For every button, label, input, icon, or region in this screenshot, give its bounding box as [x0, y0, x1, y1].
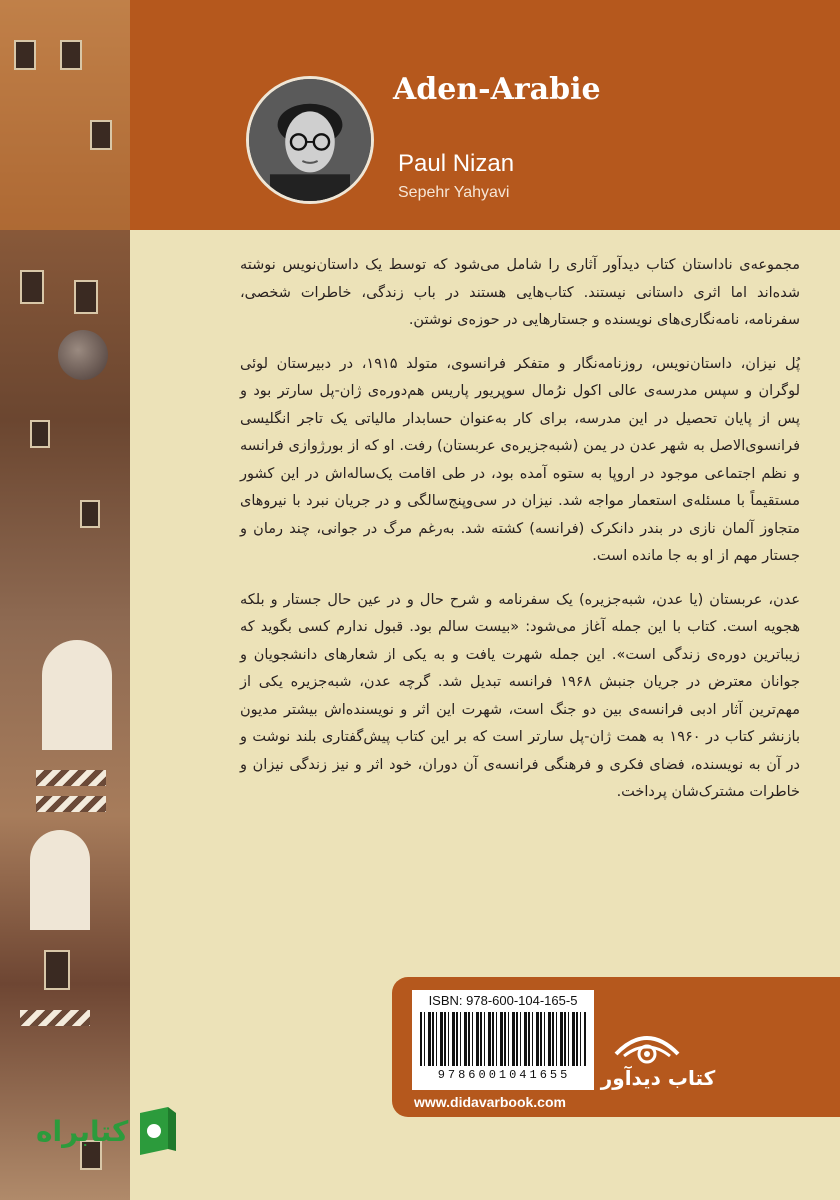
eye-logo-icon: [612, 1026, 682, 1066]
portrait-illustration: [249, 79, 371, 201]
zigzag-ornament: [20, 1010, 90, 1026]
building-window: [14, 40, 36, 70]
barcode-bars: [420, 1012, 586, 1066]
author-portrait: [246, 76, 374, 204]
ketabrah-logo-icon: [134, 1105, 182, 1157]
publisher-name: کتاب دیدآور: [600, 1066, 716, 1090]
building-window: [74, 280, 98, 314]
description-paragraph: مجموعه‌ی ناداستان کتاب دیدآور آثاری را شامل می‌شود که توسط یک داستان‌نویس نوشته شده‌اند اما اثری داستانی نیستند. کتاب‌هایی هستند در باب زندگی، خاطرات شخصی، سفرنامه، نامه‌نگاری‌های نویسنده و جستارهایی در حوزه‌ی نوشتن.: [240, 257, 800, 328]
ketabrah-wordmark: کتابراه: [36, 1114, 129, 1148]
photo-tone-overlay: [0, 0, 130, 230]
zigzag-ornament: [36, 770, 106, 786]
description-paragraph: عدن، عربستان (یا عدن، شبه‌جزیره) یک سفرنامه و شرح حال و در عین حال جستار و بلکه هجویه است. کتاب با این جمله آغاز می‌شود: «بیست سالم بود. قبول ندارم کسی بگوید که زیباترین دوره‌ی زندگی است». این جمله شهرت یافت و به یکی از شعارهای دانشجویان و جوانان معترض در جریان جنبش ۱۹۶۸ فرانسه تبدیل شد. گرچه عدن، شبه‌جزیره یکی از مهم‌ترین آثار ادبی فرانسه‌ی بین دو جنگ است، شهرت این اثر و نویسنده‌اش بیشتر مدیون بازنشر کتاب در ۱۹۶۰ به همت ژان-پل سارتر است که بر این کتاب پیش‌گفتاری بلند نوشت و در آن به نویسنده، فضای فکری و فرهنگی فرانسه‌ی آن دوران، خود اثر و نیز زندگی نیزان و خاطرات مشترک‌شان پرداخت.: [240, 591, 800, 800]
cover-photo-strip: [0, 0, 130, 1200]
building-window: [20, 270, 44, 304]
building-arch: [30, 830, 90, 930]
book-title: Aden-Arabie: [393, 72, 601, 107]
ketabrah-badge: [36, 1105, 182, 1157]
building-arch: [42, 640, 112, 750]
zigzag-ornament: [36, 796, 106, 812]
building-window: [80, 500, 100, 528]
building-window: [90, 120, 112, 150]
building-window: [44, 950, 70, 990]
building-window: [30, 420, 50, 448]
description-paragraph: پُل نیزان، داستان‌نویس، روزنامه‌نگار و متفکر فرانسوی، متولد ۱۹۱۵، در دبیرستان لوئی لوگران و سپس مدرسه‌ی عالی اکول نرُمال سوپریور پاریس هم‌دوره‌ی ژان-پل سارتر بود و پس از پایان تحصیل در این مدرسه، برای کار به‌عنوان حسابدار مالیاتی یک تاجر انگلیسی فرانسوی‌الاصل به شهر عدن در یمن (شبه‌جزیره‌ی عربستان) رفت. او که از بورژوازی فرانسه و نظم اجتماعی موجود در اروپا به ستوه آمده بود، در طی اقامت یک‌ساله‌اش در این کشور مستقیماً با مسئله‌ی استعمار مواجه شد. نیزان در سی‌وپنج‌سالگی و در جریان نبرد با نیروهای متجاوز آلمان نازی در بندر دانکرک (فرانسه) کشته شد. به‌رغم مرگ در جوانی، چند رمان و جستار مهم از او به جا مانده است.: [240, 355, 800, 564]
translator-name: Sepehr Yahyavi: [398, 184, 510, 201]
author-name: Paul Nizan: [398, 150, 515, 177]
barcode: [412, 990, 594, 1090]
isbn-label: ISBN: 978-600-104-165-5: [428, 993, 578, 1008]
description-text: [240, 252, 800, 823]
satellite-dish: [58, 330, 108, 380]
publisher-website: www.didavarbook.com: [414, 1094, 566, 1110]
barcode-digits: 9786001041655: [437, 1068, 571, 1082]
building-window: [60, 40, 82, 70]
